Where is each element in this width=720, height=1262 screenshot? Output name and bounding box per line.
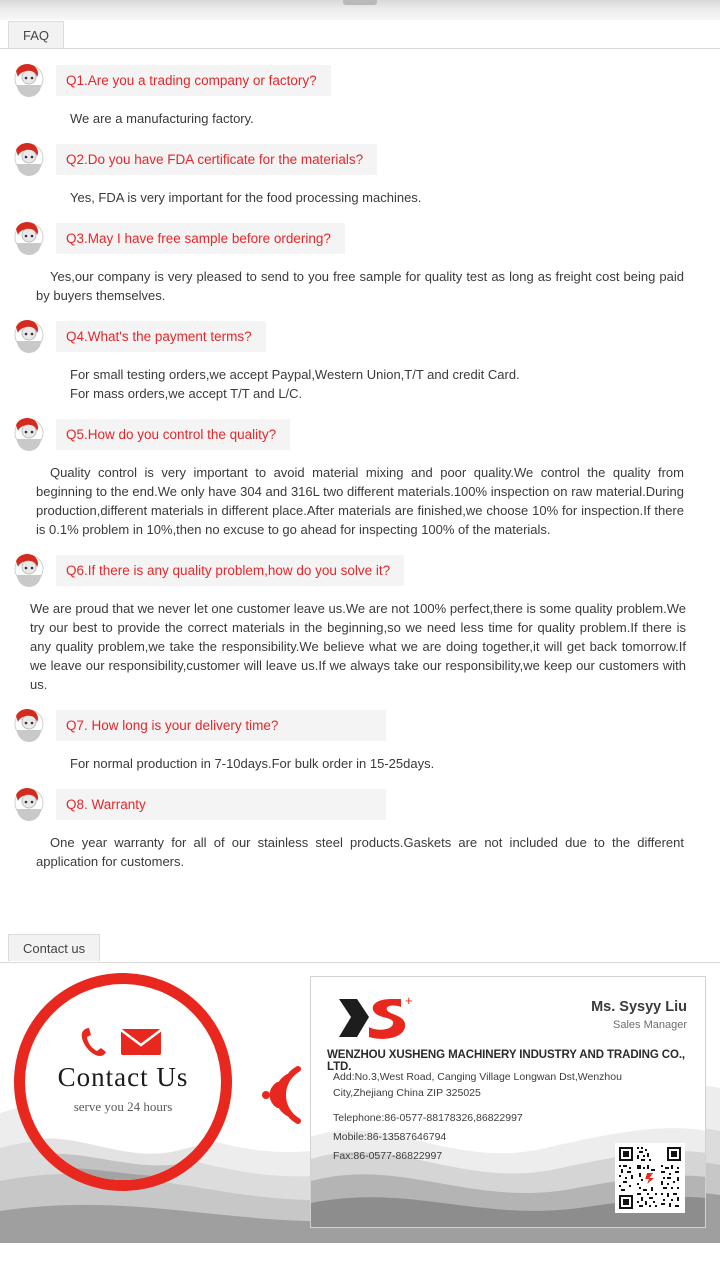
support-agent-icon <box>14 221 50 255</box>
faq-question: Q7. How long is your delivery time? <box>56 710 386 741</box>
qr-code <box>615 1143 685 1213</box>
support-agent-icon <box>14 319 50 353</box>
address-line: Add:No.3,West Road, Canging Village Longwan Dst,Wenzhou <box>333 1071 622 1083</box>
strip-nub <box>343 0 377 5</box>
faq-item <box>14 317 706 413</box>
company-address <box>333 1069 693 1101</box>
faq-answer-line: Yes,our company is very pleased to send to you free sample for quality test as long as freight cost being paid by buyers themselves. <box>36 269 684 303</box>
fax-line: Fax:86-0577-86822997 <box>333 1150 443 1162</box>
faq-question-row <box>14 219 706 259</box>
company-logo <box>335 991 419 1045</box>
faq-question-row <box>14 551 706 591</box>
tab-faq[interactable]: FAQ <box>8 21 64 48</box>
support-agent-icon <box>14 553 50 587</box>
faq-answer <box>14 591 706 704</box>
faq-question-row <box>14 785 706 825</box>
faq-tab-bar <box>0 20 720 49</box>
envelope-icon <box>121 1029 161 1055</box>
faq-question: Q1.Are you a trading company or factory? <box>56 65 331 96</box>
faq-answer-line: We are proud that we never let one customer leave us.We are not 100% perfect,there is some quality problem.We try our best to provide the correct materials in the beginning,so we need less time for quality problem.If there is any quality problem,we take the responsibility.We believe what we are doing together,it will get back tomorrow.If we leave our responsibility,customer will leave us.If we always take our responsibility,we keep our customers with us. <box>30 601 686 692</box>
faq-question-row <box>14 317 706 357</box>
faq-question: Q8. Warranty <box>56 789 386 820</box>
svg-text:+: + <box>405 993 413 1008</box>
faq-item <box>14 140 706 217</box>
badge-wave-decoration <box>20 1114 232 1184</box>
faq-answer <box>14 101 706 138</box>
badge-subtitle: serve you 24 hours <box>73 1099 173 1114</box>
faq-answer-line: We are a manufacturing factory. <box>70 111 254 126</box>
contact-tab-bar <box>0 933 720 963</box>
faq-item <box>14 415 706 549</box>
support-agent-icon <box>14 417 50 451</box>
card-person <box>591 999 687 1031</box>
faq-question-row <box>14 415 706 455</box>
faq-question-row <box>14 61 706 101</box>
contact-us-badge <box>14 973 232 1191</box>
faq-item <box>14 61 706 138</box>
phone-icon <box>82 1028 106 1056</box>
faq-item <box>14 551 706 704</box>
person-name: Ms. Sysyy Liu <box>591 999 687 1015</box>
support-agent-icon <box>14 787 50 821</box>
faq-question: Q5.How do you control the quality? <box>56 419 290 450</box>
badge-title: Contact Us <box>57 1062 189 1092</box>
faq-question: Q3.May I have free sample before ordering? <box>56 223 345 254</box>
faq-question: Q4.What's the payment terms? <box>56 321 266 352</box>
faq-answer-line: For normal production in 7-10days.For bulk order in 15-25days. <box>70 756 435 771</box>
faq-answer-line: For small testing orders,we accept Paypal,Western Union,T/T and credit Card. <box>70 367 520 382</box>
badge-icon-group <box>75 1024 171 1058</box>
faq-question-row <box>14 706 706 746</box>
faq-answer-line: Quality control is very important to avoid material mixing and poor quality.We control the quality from beginning to the end.We only have 304 and 316L two different materials.100% inspection on raw material.During production,different materials in different place.After materials are finished,we choose 10% for inspection.If there is 0.1% problem in 10%,then no excuse to go ahead for inspecting 100% of the materials. <box>36 465 684 537</box>
contact-banner <box>0 963 720 1243</box>
faq-question-row <box>14 140 706 180</box>
faq-list <box>0 49 720 893</box>
telephone-line: Telephone:86-0577-88178326,86822997 <box>333 1112 523 1124</box>
support-agent-icon <box>14 142 50 176</box>
faq-item <box>14 785 706 881</box>
faq-answer <box>14 259 706 315</box>
person-title: Sales Manager <box>613 1019 687 1031</box>
support-agent-icon <box>14 63 50 97</box>
business-card <box>310 976 706 1228</box>
tab-contact-us[interactable]: Contact us <box>8 934 100 961</box>
faq-answer <box>14 455 706 549</box>
signal-waves-icon <box>258 1063 302 1127</box>
top-decoration-strip <box>0 0 720 20</box>
faq-question: Q2.Do you have FDA certificate for the materials? <box>56 144 377 175</box>
faq-item <box>14 706 706 783</box>
support-agent-icon <box>14 708 50 742</box>
faq-item <box>14 219 706 315</box>
faq-answer <box>14 180 706 217</box>
mobile-line: Mobile:86-13587646794 <box>333 1131 447 1143</box>
faq-answer-line: One year warranty for all of our stainless steel products.Gaskets are not included due to the different application for customers. <box>36 835 684 869</box>
address-line: City,Zhejiang China ZIP 325025 <box>333 1087 481 1099</box>
faq-answer <box>14 357 706 413</box>
contact-details <box>333 1109 523 1166</box>
faq-answer <box>14 746 706 783</box>
company-name: WENZHOU XUSHENG MACHINERY INDUSTRY AND TRADING CO., LTD. <box>327 1049 686 1073</box>
faq-answer-line: Yes, FDA is very important for the food processing machines. <box>70 190 422 205</box>
faq-question: Q6.If there is any quality problem,how do you solve it? <box>56 555 404 586</box>
faq-answer <box>14 825 706 881</box>
faq-answer-line: For mass orders,we accept T/T and L/C. <box>70 386 303 401</box>
